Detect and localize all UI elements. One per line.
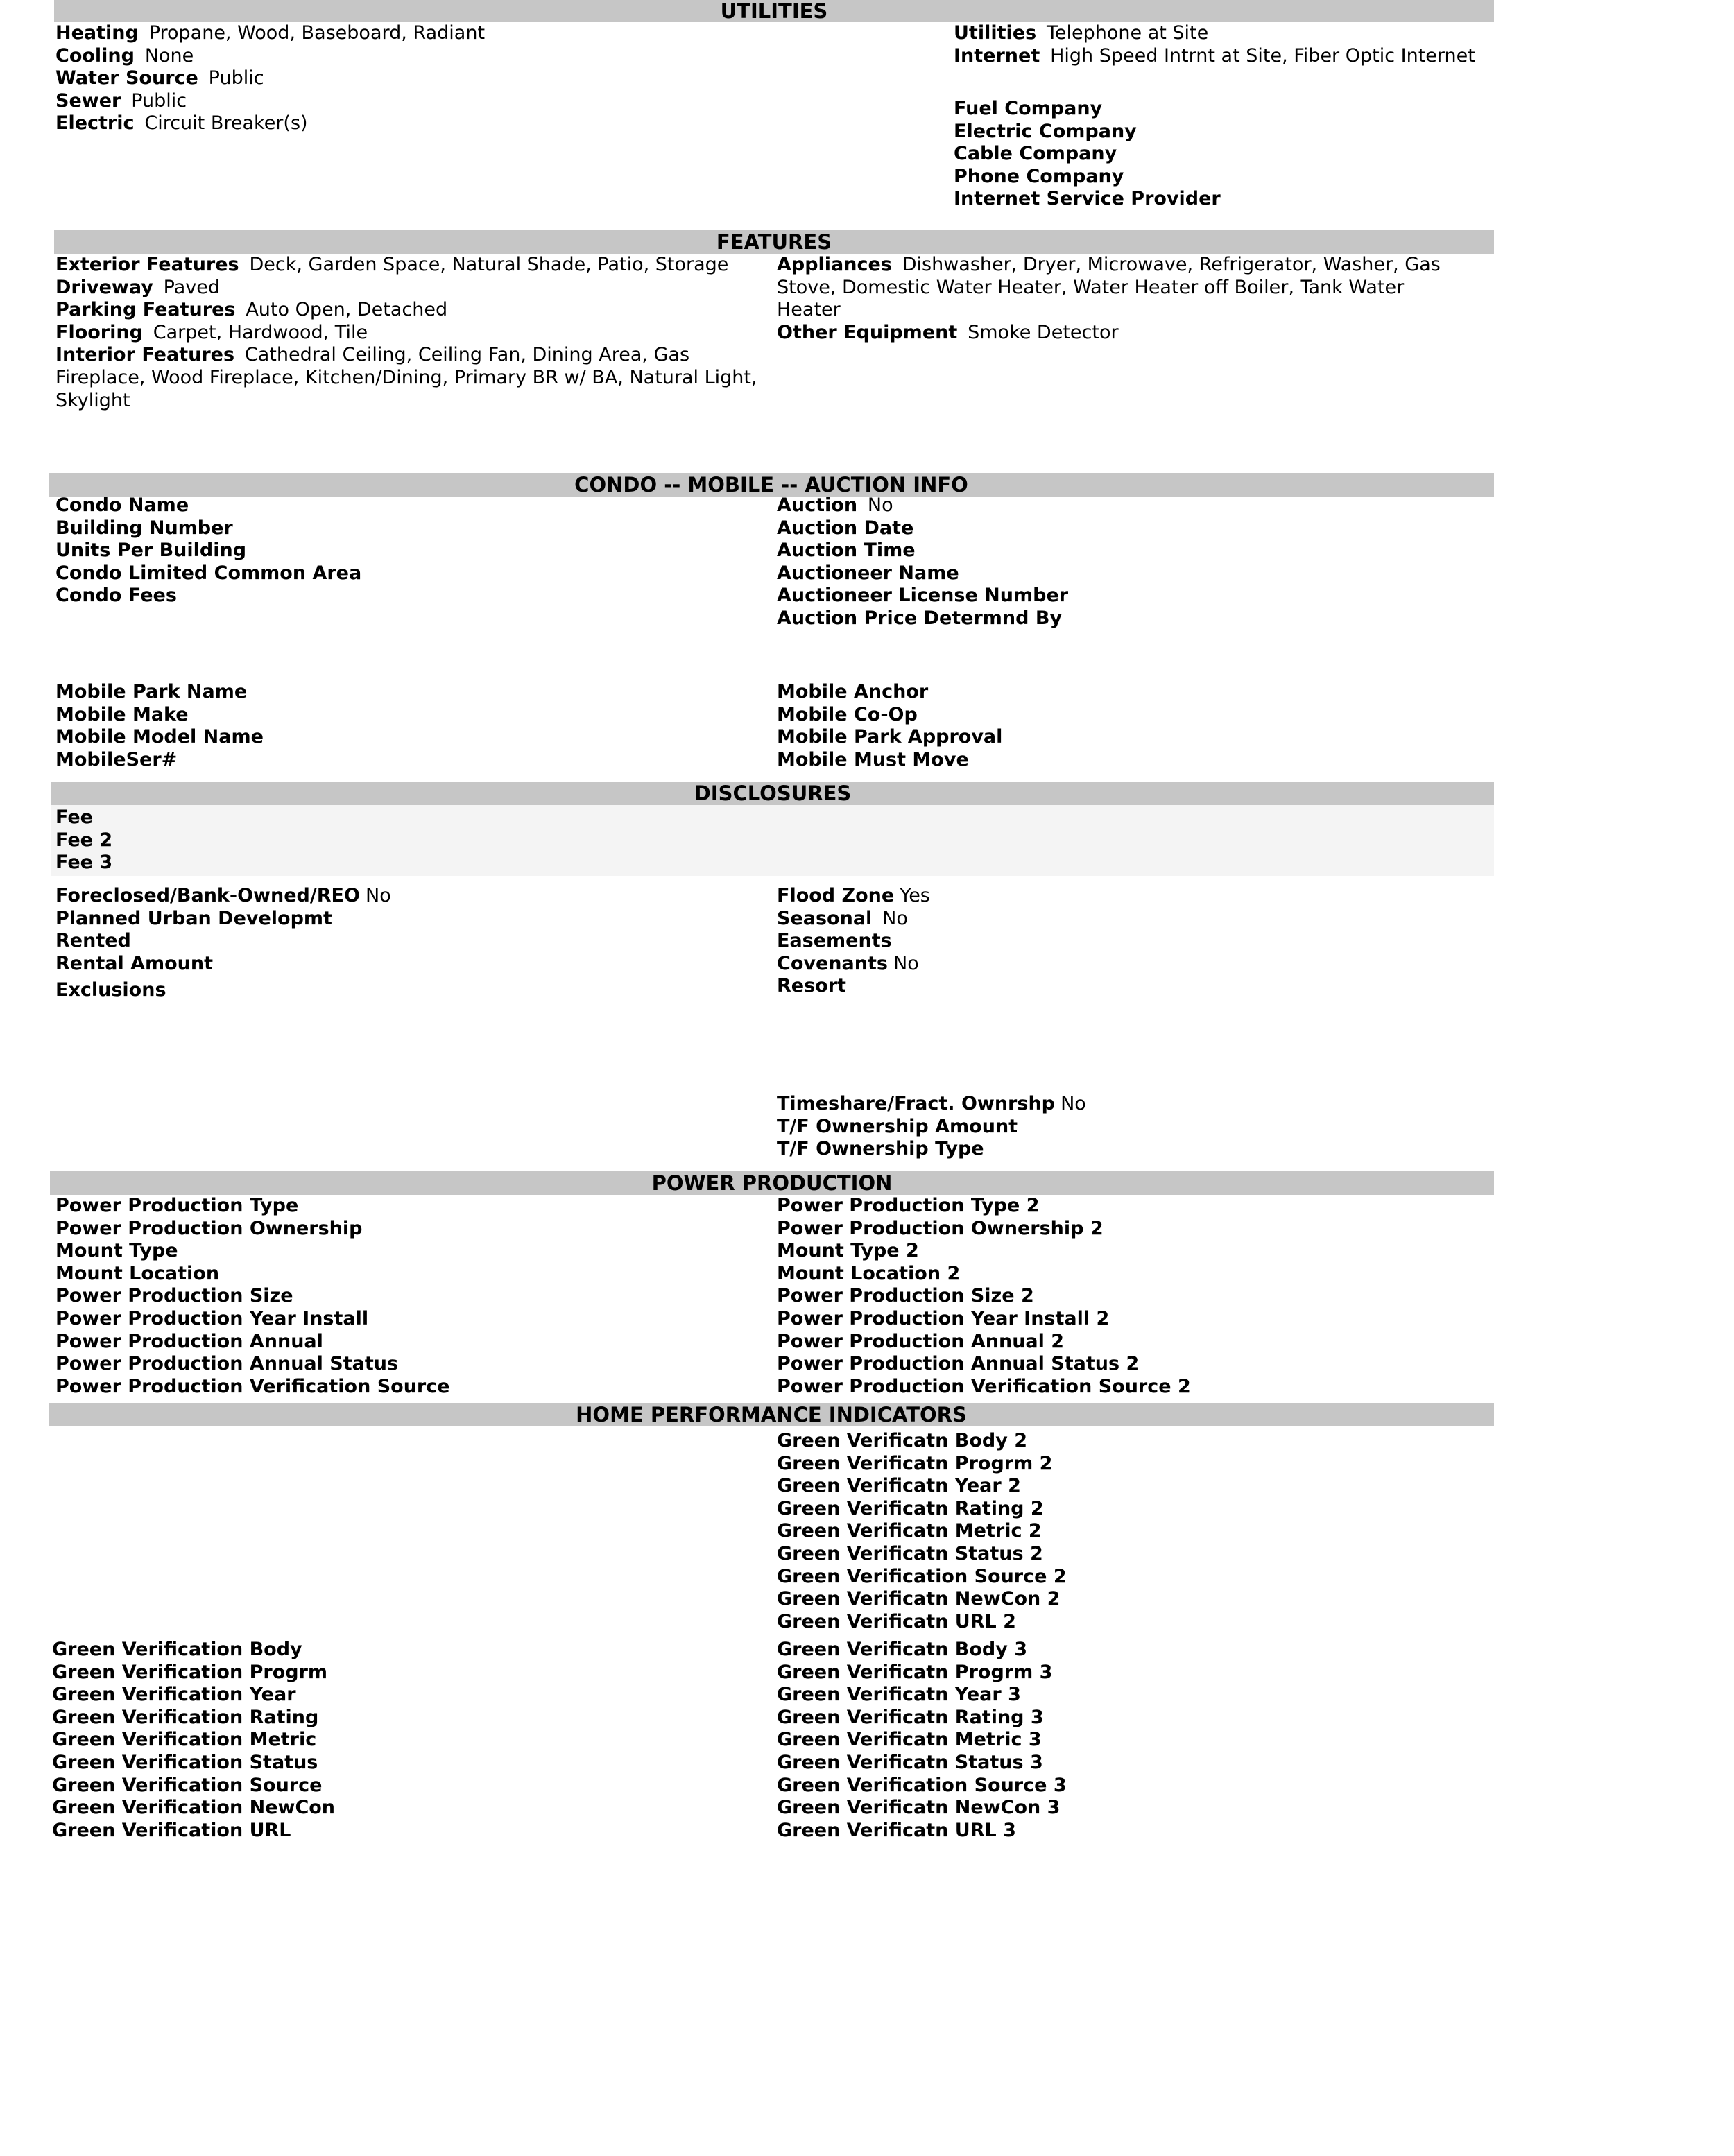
disclosures-header: DISCLOSURES — [51, 782, 1494, 805]
field-mount-type: Mount Type — [55, 1240, 178, 1262]
field-mobile-must-move: Mobile Must Move — [777, 748, 969, 770]
field-auction: Auction No — [777, 494, 893, 516]
field-parking-features: Parking Features Auto Open, Detached — [55, 299, 448, 321]
field-green-status: Green Verification Status — [52, 1751, 318, 1773]
field-resort: Resort — [777, 975, 846, 997]
field-internet: Internet High Speed Intrnt at Site, Fiber Optic Internet — [954, 44, 1475, 67]
disclosures-left-column — [55, 885, 749, 1002]
field-mobile-co-op: Mobile Co-Op — [777, 703, 918, 725]
field-timeshare: Timeshare/Fract. Ownrshp No — [777, 1093, 1086, 1114]
features-header: FEATURES — [54, 230, 1494, 254]
timeshare-column — [777, 1093, 1443, 1161]
field-green-url-3: Green Verificatn URL 3 — [777, 1819, 1016, 1841]
field-green-source-2: Green Verification Source 2 — [777, 1565, 1067, 1587]
power-right-column — [777, 1195, 1443, 1398]
condo-mobile-auction-header: CONDO -- MOBILE -- AUCTION INFO — [49, 473, 1494, 497]
field-other-equipment: Other Equipment Smoke Detector — [777, 321, 1119, 343]
hpi-right-top-column — [777, 1430, 1443, 1633]
field-green-source: Green Verification Source — [52, 1774, 323, 1796]
field-power-production-ownership: Power Production Ownership — [55, 1217, 363, 1239]
field-internet-service-provider: Internet Service Provider — [954, 188, 1221, 210]
field-electric-company: Electric Company — [954, 120, 1137, 142]
field-units-per-building: Units Per Building — [55, 540, 247, 562]
field-power-production-year-install-2: Power Production Year Install 2 — [777, 1307, 1110, 1329]
field-power-production-verification-source-2: Power Production Verification Source 2 — [777, 1375, 1191, 1397]
field-power-production-annual-status: Power Production Annual Status — [55, 1353, 399, 1375]
field-cable-company: Cable Company — [954, 143, 1117, 165]
field-flooring: Flooring Carpet, Hardwood, Tile — [55, 321, 368, 343]
field-green-status-2: Green Verificatn Status 2 — [777, 1542, 1043, 1564]
utilities-right-column — [954, 22, 1495, 67]
utility-providers — [954, 98, 1495, 211]
field-appliances: Appliances Dishwasher, Dryer, Microwave, Refrigerator, Washer, Gas Stove, Domestic Water Heater, Water Heater off Boiler, Tank Water Heater — [777, 254, 1441, 321]
field-rental-amount: Rental Amount — [55, 952, 214, 974]
field-green-year-2: Green Verificatn Year 2 — [777, 1475, 1021, 1497]
field-interior-features: Interior Features Cathedral Ceiling, Ceiling Fan, Dining Area, Gas Fireplace, Wood Fireplace, Kitchen/Dining, Primary BR w/ BA, Natural Light, Skylight — [55, 344, 757, 411]
field-green-source-3: Green Verification Source 3 — [777, 1774, 1067, 1796]
field-fee-3: Fee 3 — [55, 852, 113, 874]
field-mobile-park-approval: Mobile Park Approval — [777, 726, 1003, 748]
field-building-number: Building Number — [55, 517, 233, 539]
field-green-progrm: Green Verification Progrm — [52, 1661, 328, 1683]
auction-right-column — [777, 494, 1443, 630]
fees-column — [55, 807, 749, 874]
field-mount-location-2: Mount Location 2 — [777, 1262, 961, 1284]
field-easements: Easements — [777, 930, 892, 952]
field-power-production-size-2: Power Production Size 2 — [777, 1285, 1034, 1307]
utilities-left-column — [55, 22, 922, 135]
field-exterior-features: Exterior Features Deck, Garden Space, Natural Shade, Patio, Storage — [55, 254, 729, 275]
hpi-right-bottom-column — [777, 1639, 1443, 1842]
field-green-rating-2: Green Verificatn Rating 2 — [777, 1497, 1044, 1519]
field-power-production-year-install: Power Production Year Install — [55, 1307, 369, 1329]
field-green-url: Green Verification URL — [52, 1819, 291, 1841]
field-green-rating-3: Green Verificatn Rating 3 — [777, 1706, 1044, 1728]
field-tf-ownership-amount: T/F Ownership Amount — [777, 1115, 1018, 1137]
field-green-body: Green Verification Body — [52, 1639, 302, 1660]
mobile-right-column — [777, 681, 1443, 771]
field-green-year: Green Verification Year — [52, 1684, 296, 1706]
field-mobile-serial: MobileSer# — [55, 748, 178, 770]
field-mobile-model-name: Mobile Model Name — [55, 726, 264, 748]
field-green-year-3: Green Verificatn Year 3 — [777, 1684, 1021, 1706]
field-condo-name: Condo Name — [55, 494, 189, 516]
field-planned-urban-development: Planned Urban Developmt — [55, 907, 332, 929]
power-left-column — [55, 1195, 749, 1398]
field-green-newcon-3: Green Verificatn NewCon 3 — [777, 1797, 1061, 1819]
field-power-production-type-2: Power Production Type 2 — [777, 1195, 1040, 1216]
field-green-newcon: Green Verification NewCon — [52, 1797, 336, 1819]
field-rented: Rented — [55, 930, 131, 952]
field-exclusions: Exclusions — [55, 979, 166, 1001]
field-flood-zone: Flood Zone Yes — [777, 885, 930, 906]
utilities-header: UTILITIES — [54, 0, 1494, 22]
field-auctioneer-license-number: Auctioneer License Number — [777, 585, 1069, 607]
field-covenants: Covenants No — [777, 952, 919, 974]
field-green-url-2: Green Verificatn URL 2 — [777, 1610, 1016, 1632]
field-condo-limited-common-area: Condo Limited Common Area — [55, 562, 362, 584]
field-utilities: Utilities Telephone at Site — [954, 22, 1209, 44]
field-mount-location: Mount Location — [55, 1262, 220, 1284]
field-heating: Heating Propane, Wood, Baseboard, Radiant — [55, 22, 486, 44]
field-green-metric-2: Green Verificatn Metric 2 — [777, 1520, 1042, 1542]
field-power-production-ownership-2: Power Production Ownership 2 — [777, 1217, 1104, 1239]
field-power-production-annual-status-2: Power Production Annual Status 2 — [777, 1353, 1140, 1375]
field-auction-price-determined-by: Auction Price Determnd By — [777, 607, 1063, 629]
field-green-body-3: Green Verificatn Body 3 — [777, 1639, 1028, 1660]
field-power-production-annual-2: Power Production Annual 2 — [777, 1330, 1065, 1352]
field-power-production-verification-source: Power Production Verification Source — [55, 1375, 450, 1397]
field-tf-ownership-type: T/F Ownership Type — [777, 1138, 984, 1160]
field-electric: Electric Circuit Breaker(s) — [55, 112, 308, 135]
field-green-body-2: Green Verificatn Body 2 — [777, 1430, 1028, 1451]
field-mobile-make: Mobile Make — [55, 703, 189, 725]
condo-left-column — [55, 494, 749, 607]
field-green-status-3: Green Verificatn Status 3 — [777, 1751, 1043, 1773]
field-green-metric: Green Verification Metric — [52, 1729, 317, 1751]
field-seasonal: Seasonal No — [777, 907, 908, 929]
field-fuel-company: Fuel Company — [954, 98, 1103, 119]
field-power-production-annual: Power Production Annual — [55, 1330, 323, 1352]
field-auctioneer-name: Auctioneer Name — [777, 562, 959, 584]
field-driveway: Driveway Paved — [55, 276, 221, 298]
hpi-left-bottom-column — [52, 1639, 746, 1842]
home-performance-indicators-header: HOME PERFORMANCE INDICATORS — [49, 1403, 1494, 1426]
features-left-column — [55, 254, 777, 412]
field-cooling: Cooling None — [55, 44, 194, 67]
field-green-progrm-2: Green Verificatn Progrm 2 — [777, 1452, 1053, 1474]
field-auction-date: Auction Date — [777, 517, 914, 539]
field-phone-company: Phone Company — [954, 165, 1124, 187]
field-mobile-anchor: Mobile Anchor — [777, 681, 929, 702]
field-power-production-size: Power Production Size — [55, 1285, 293, 1307]
field-sewer: Sewer Public — [55, 89, 187, 112]
field-water-source: Water Source Public — [55, 67, 264, 89]
field-auction-time: Auction Time — [777, 540, 916, 562]
field-green-progrm-3: Green Verificatn Progrm 3 — [777, 1661, 1053, 1683]
mobile-left-column — [55, 681, 749, 771]
field-fee: Fee — [55, 807, 93, 828]
field-green-rating: Green Verification Rating — [52, 1706, 319, 1728]
field-condo-fees: Condo Fees — [55, 585, 177, 607]
field-mount-type-2: Mount Type 2 — [777, 1240, 919, 1262]
features-right-column — [777, 254, 1443, 344]
field-green-metric-3: Green Verificatn Metric 3 — [777, 1729, 1042, 1751]
disclosures-right-column — [777, 885, 1443, 998]
field-power-production-type: Power Production Type — [55, 1195, 299, 1216]
field-foreclosed: Foreclosed/Bank-Owned/REO No — [55, 885, 391, 906]
field-green-newcon-2: Green Verificatn NewCon 2 — [777, 1588, 1061, 1610]
field-fee-2: Fee 2 — [55, 829, 113, 851]
field-mobile-park-name: Mobile Park Name — [55, 681, 248, 702]
power-production-header: POWER PRODUCTION — [50, 1171, 1494, 1195]
